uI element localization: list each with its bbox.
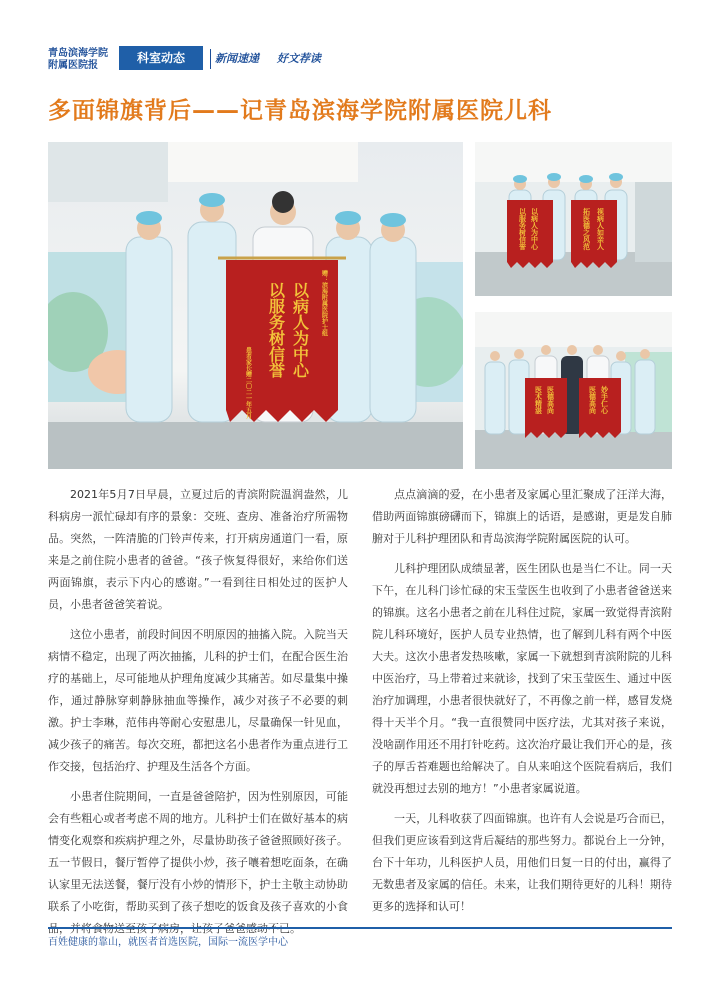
- photo-main-image: [48, 142, 463, 469]
- br-banner1-line2: 医术精湛: [534, 386, 544, 414]
- header-divider: [210, 49, 211, 69]
- br-banner1-line1: 医德高尚: [546, 386, 556, 414]
- masthead-line1: 青岛滨海学院: [48, 48, 108, 59]
- masthead-logo: [48, 48, 110, 72]
- header-slogans: [215, 50, 335, 66]
- slogan-reading: 好文荐读: [276, 52, 321, 65]
- article-column-right: [372, 484, 672, 926]
- page-header: [48, 46, 672, 74]
- masthead-line2: 附属医院报: [48, 60, 98, 71]
- photo-top-right-image: [475, 142, 672, 296]
- tr-banner2-line1: 视病人如亲人: [596, 208, 606, 250]
- main-banner-line1: 以病人为中心: [290, 282, 310, 378]
- slogan-news: 新闻速递: [215, 52, 259, 65]
- br-banner2-line1: 妙手仁心: [600, 386, 610, 414]
- footer-slogan: 百姓健康的靠山，就医者首选医院，国际一流医学中心: [48, 937, 288, 948]
- photo-main-group: [48, 142, 463, 469]
- tr-banner1-line2: 以服务树信誉: [518, 208, 528, 250]
- article-column-left: [48, 484, 348, 948]
- article-title: 多面锦旗背后——记青岛滨海学院附属医院儿科: [48, 98, 552, 124]
- main-banner-side2: 患者家长赠二〇二一年五月: [244, 347, 252, 419]
- tr-banner2-line2: 拓医德之风范: [582, 208, 592, 250]
- section-tag: 科室动态: [119, 46, 203, 70]
- photo-bottom-right-group: [475, 312, 672, 469]
- footer-divider: [48, 927, 672, 929]
- paragraph: 一天，儿科收获了四面锦旗。也许有人会说是巧合而已，但我们更应该看到这背后凝结的那些努力。都说台上一分钟，台下十年功，儿科医护人员，用他们日复一日的付出，赢得了无数患者及家属的信任。未来，让我们期待更好的儿科！期待更多的选择和认可！: [372, 812, 672, 913]
- paragraph: 儿科护理团队成绩显著，医生团队也是当仁不让。同一天下午，在儿科门诊忙碌的宋玉莹医生也收到了小患者爸爸送来的锦旗。这名小患者之前在儿科住过院，家属一致觉得青滨附院儿科环境好，医护人员专业热情，也了解到儿科有两个中医大夫。这次小患者发热咳嗽，家属一下就想到青滨附院的儿科中医治疗，马上带着过来就诊，找到了宋玉莹医生、通过中医治疗加调理，小患者很快就好了，不再像之前一样，感冒发烧得十天半个月。“我一直很赞同中医疗法，尤其对孩子来说，没啥副作用还不用打针吃药。这次治疗最让我们开心的是，孩子的厚舌苔难题也给解决了。自从来咱这个医院看病后，我们就没再想过去别的地方！”小患者家属说道。: [372, 562, 672, 795]
- main-banner-line2: 以服务树信誉: [266, 282, 286, 378]
- paragraph: 这位小患者，前段时间因不明原因的抽搐入院。入院当天病情不稳定，出现了两次抽搐，儿科的护士们，在配合医生治疗的基础上，尽可能地从护理角度减少其痛苦。如尽量集中操作，通过静脉穿刺静脉抽血等操作，减少对孩子不必要的刺激。护士李琳，范伟冉等耐心安慰患儿，尽量确保一针见血，减少孩子的痛苦。每次交班，都把这名小患者作为重点进行工作交接，包括治疗、护理及生活各个方面。: [48, 628, 348, 773]
- paragraph: 点点滴滴的爱，在小患者及家属心里汇聚成了汪洋大海，借助两面锦旗磅礴而下，锦旗上的话语，是感谢，更是发自肺腑对于儿科护理团队和青岛滨海学院附属医院的认可。: [372, 488, 672, 545]
- br-banner2-line2: 医德高尚: [588, 386, 598, 414]
- photo-top-right-group: [475, 142, 672, 296]
- paragraph: 小患者住院期间，一直是爸爸陪护，因为性别原因，可能会有些粗心或者考虑不周的地方。儿科护士们在做好基本的病情变化观察和疾病护理之外，尽量协助孩子爸爸照顾好孩子。五一节假日，餐厅暂停了提供小炒，孩子嚷着想吃面条，在确认家里无法送餐，餐厅没有小炒的情形下，护士主敬主动协助联系了小吃街，帮助买到了孩子想吃的饭食及孩子喜欢的小食: [48, 790, 348, 913]
- photo-bottom-right-image: [475, 312, 672, 469]
- paragraph: 2021年5月7日早晨，立夏过后的青滨附院温润盎然，儿科病房一派忙碌却有序的景象：交班、查房、准备治疗所需物品。突然，一阵清脆的门铃声传来，打开病房通道门一看，原来是之前住院小患者的爸爸。“孩子恢复得很好，来给你们送两面锦旗，表示下内心的感谢。”一看到往日相处过的医护人员，小患者爸爸笑着说。: [48, 488, 348, 611]
- tr-banner1-line1: 以病人为中心: [530, 208, 540, 250]
- main-banner-side: 赠：滨海附属医院护士组: [320, 270, 328, 336]
